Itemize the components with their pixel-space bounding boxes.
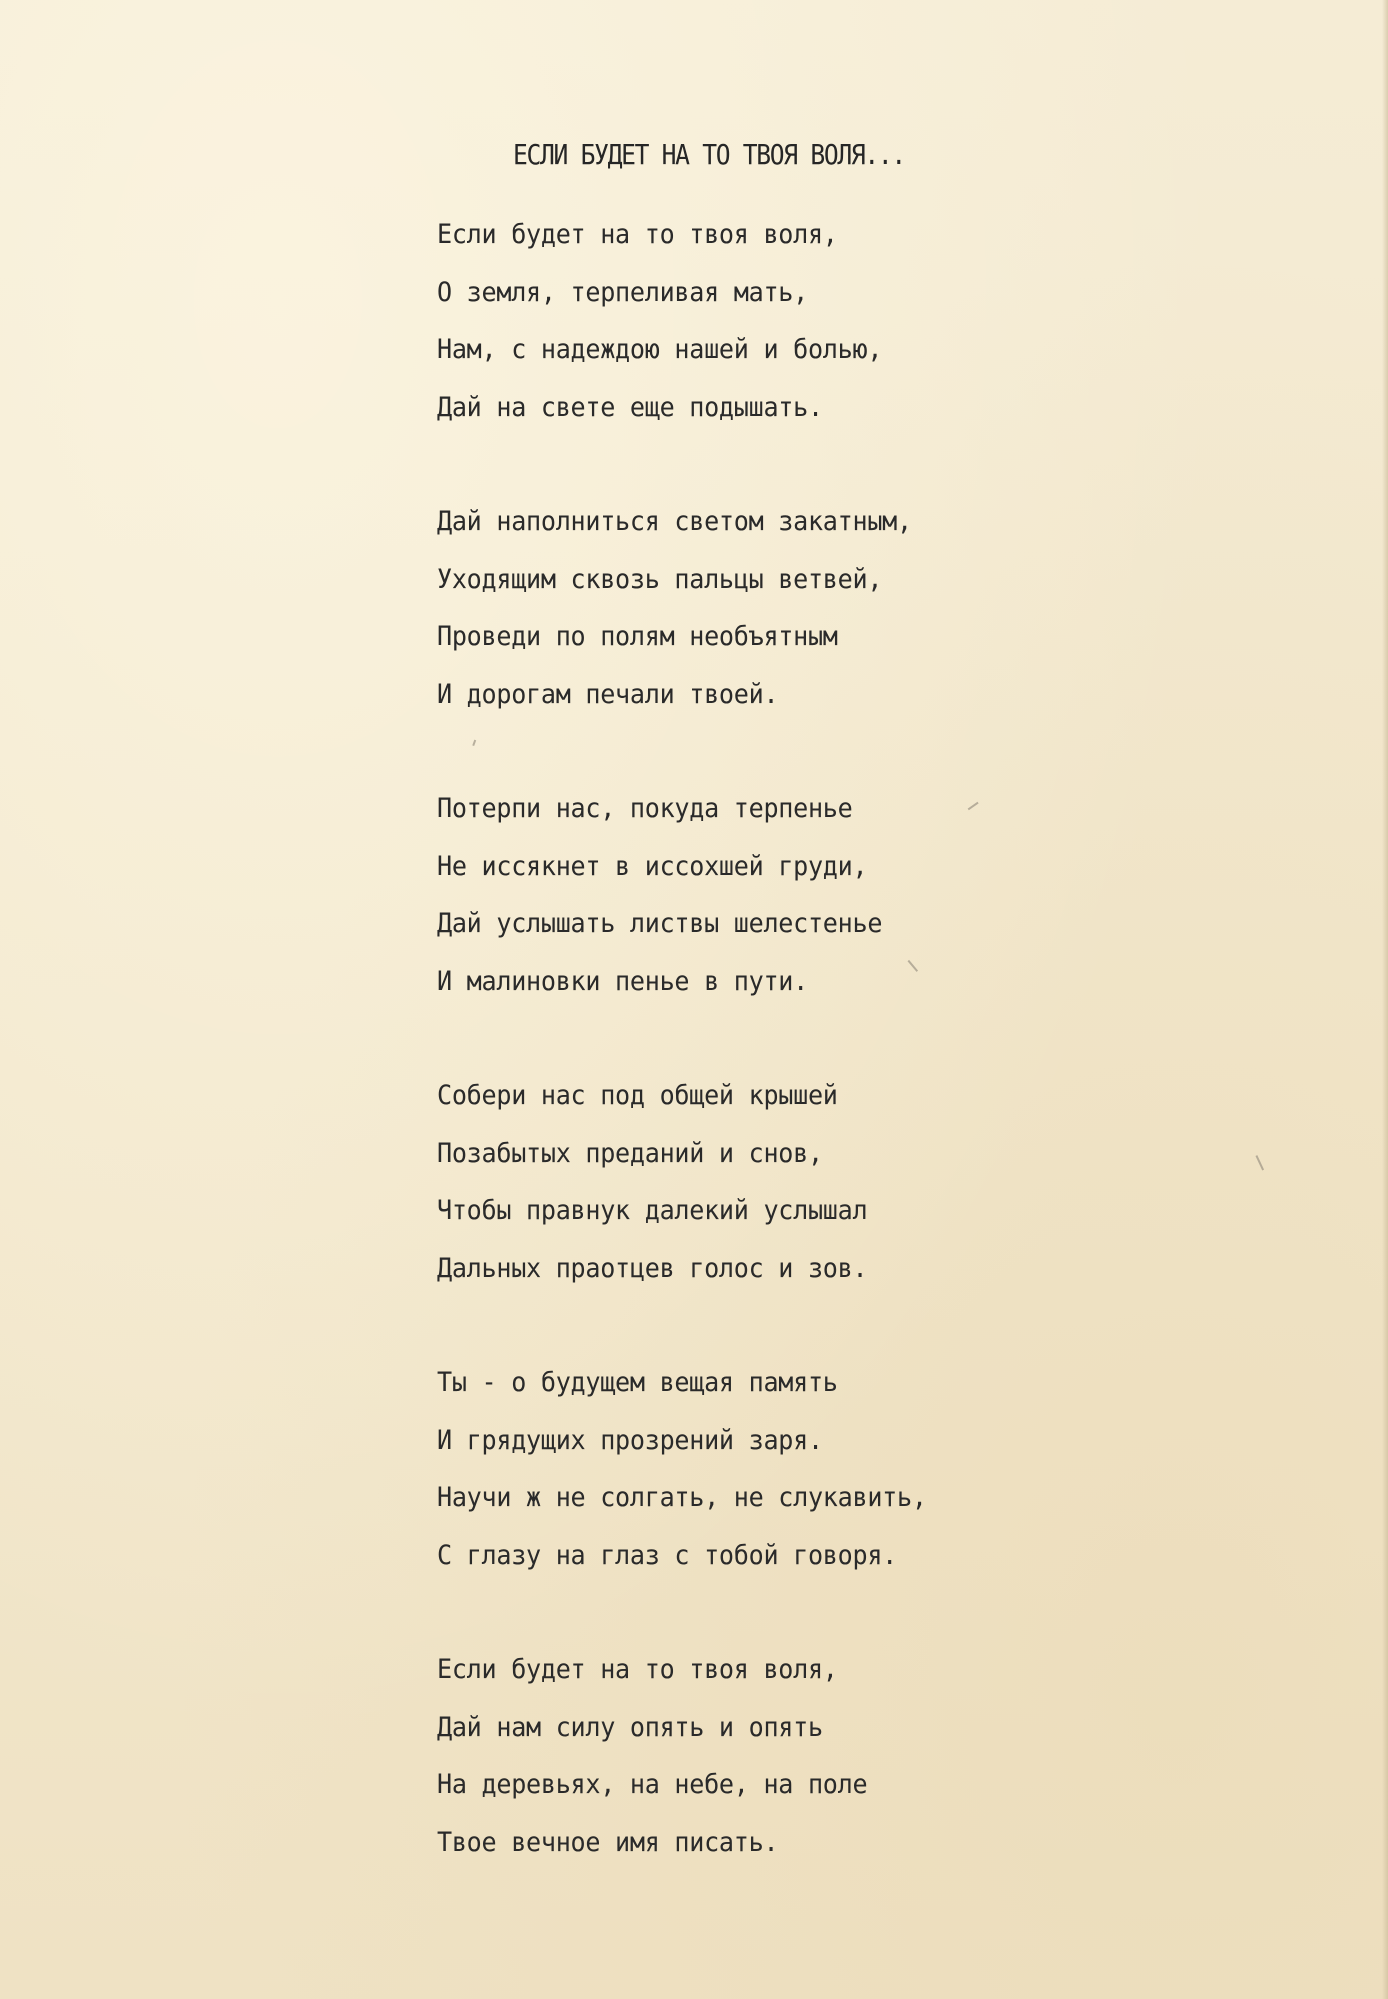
poem-line: Собери нас под общей крышей	[437, 1080, 838, 1111]
poem-title: ЕСЛИ БУДЕТ НА ТО ТВОЯ ВОЛЯ...	[513, 138, 905, 171]
poem-line: На деревьях, на небе, на поле	[437, 1769, 868, 1800]
poem-line: С глазу на глаз с тобой говоря.	[437, 1539, 898, 1571]
poem-line: Дай услышать листвы шелестенье	[437, 908, 883, 939]
paper-edge	[1382, 0, 1388, 1999]
poem-line: Если будет на то твоя воля,	[437, 1654, 838, 1685]
stanza-5	[437, 1354, 1077, 1584]
poem-line: И грядущих прозрений заря.	[437, 1424, 823, 1456]
poem-line: Нам, с надеждою нашей и болью,	[437, 334, 883, 365]
pencil-mark	[1256, 1155, 1264, 1170]
poem-line: Проведи по полям необъятным	[437, 621, 838, 652]
stanza-1	[437, 206, 1077, 436]
stanza-2	[437, 493, 1077, 723]
poem-line: Уходящим сквозь пальцы ветвей,	[437, 563, 883, 595]
stanza-6	[437, 1641, 1077, 1871]
poem-line: Дай на свете еще подышать.	[437, 391, 823, 423]
poem-line: Чтобы правнук далекий услышал	[437, 1195, 868, 1226]
poem-line: И дорогам печали твоей.	[437, 678, 779, 710]
poem-line: И малиновки пенье в пути.	[437, 965, 808, 997]
poem-line: Научи ж не солгать, не слукавить,	[437, 1482, 927, 1513]
stanza-3	[437, 780, 1077, 1010]
poem-line: Если будет на то твоя воля,	[437, 219, 838, 250]
poem-line: Не иссякнет в иссохшей груди,	[437, 850, 868, 882]
poem-line: Дальных праотцев голос и зов.	[437, 1252, 868, 1284]
poem-line: О земля, терпеливая мать,	[437, 276, 808, 308]
poem-line: Дай наполниться светом закатным,	[437, 506, 912, 537]
stanza-4	[437, 1067, 1077, 1297]
poem-body	[437, 206, 1077, 1928]
poem-line: Потерпи нас, покуда терпенье	[437, 793, 853, 824]
poem-line: Твое вечное имя писать.	[437, 1826, 779, 1858]
poem-line: Ты - о будущем вещая память	[437, 1367, 838, 1398]
poem-line: Дай нам силу опять и опять	[437, 1711, 823, 1743]
poem-line: Позабытых преданий и снов,	[437, 1137, 823, 1169]
